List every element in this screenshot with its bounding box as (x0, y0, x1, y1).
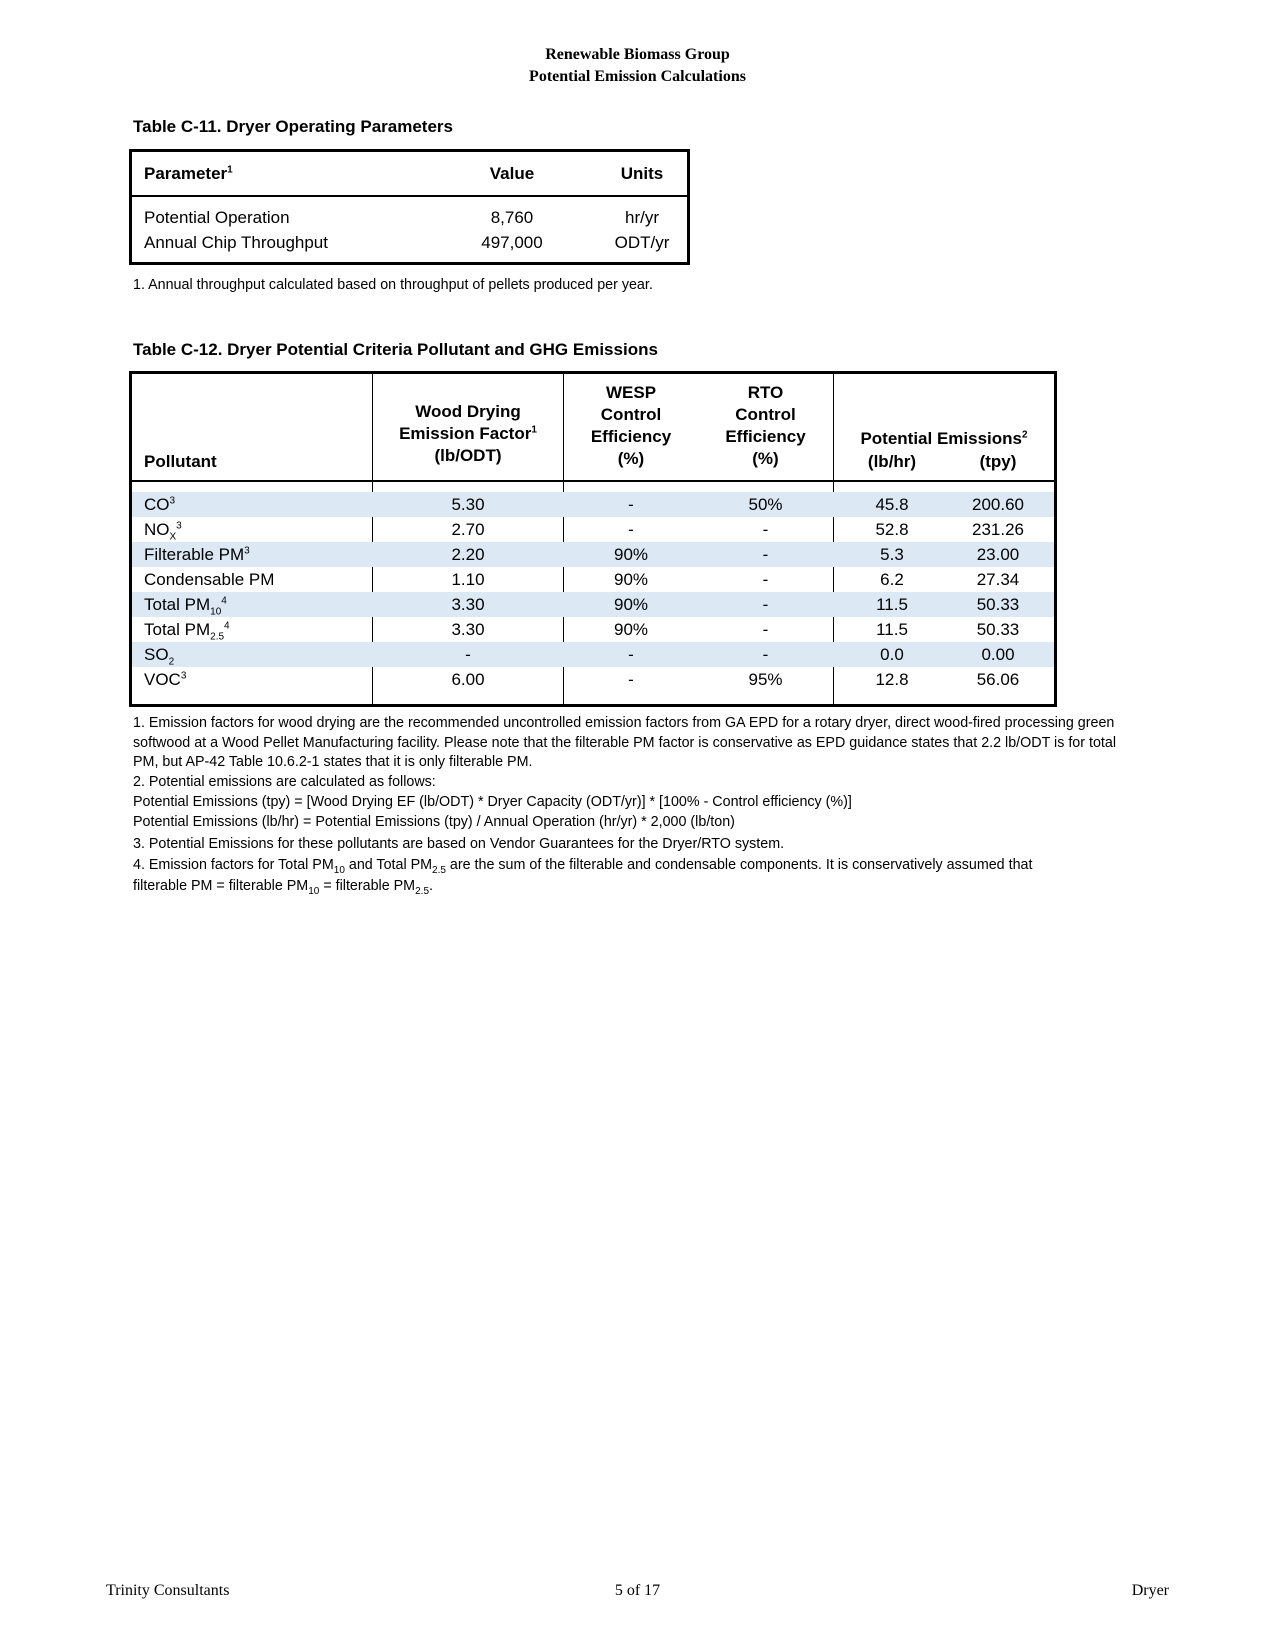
tpy-cell: 23.00 (976, 545, 1020, 564)
pollutant-cell: VOC$^3$ (144, 670, 187, 689)
wesp-efficiency-cell: - (628, 520, 634, 539)
tpy-cell: 200.60 (972, 495, 1024, 514)
lb-per-hr-cell: 11.5 (876, 595, 908, 614)
table-c12-note-2: 2. Potential emissions are calculated as follows: (133, 774, 436, 790)
rto-efficiency-cell: - (762, 570, 769, 589)
header-emission-factor: Wood Drying Emission Factor$^1$ (lb/ODT) (399, 402, 537, 465)
rto-efficiency-cell: - (762, 595, 769, 614)
header-tpy: (tpy) (979, 452, 1017, 471)
pollutant-cell: $NO_X^3$ (144, 520, 182, 543)
emission-factor-cell: 1.10 (451, 570, 485, 589)
table-c11 (129, 149, 690, 265)
emission-factor-cell: 3.30 (451, 595, 485, 614)
table-c11-note: 1. Annual throughput calculated based on throughput of pellets produced per year. (133, 277, 653, 293)
table-c11-caption: Table C-11. Dryer Operating Parameters (133, 117, 453, 136)
header-divider (132, 480, 1054, 482)
rto-efficiency-cell: 50% (748, 495, 783, 514)
footer-company: Trinity Consultants (106, 1582, 230, 1599)
parameter-cell: Potential Operation (144, 208, 290, 227)
table-c12-note-4-line-1: 4. Emission factors for Total $PM_{10}$ and Total $PM_{2.5}$ are the sum of the filterable and condensable components. It is conservatively assumed that (133, 857, 1033, 876)
rto-efficiency-cell: - (762, 620, 769, 639)
rto-efficiency-cell: - (762, 520, 769, 539)
emission-factor-cell: 6.00 (451, 670, 485, 689)
header-parameter: Parameter$^1$ (144, 164, 233, 183)
tpy-cell: 231.26 (972, 520, 1024, 539)
header-wesp-efficiency: WESP Control Efficiency (%) (590, 383, 672, 468)
lb-per-hr-cell: 12.8 (875, 670, 909, 689)
header-lb-per-hr: (lb/hr) (867, 452, 917, 471)
table-row (132, 642, 1054, 667)
tpy-cell: 27.34 (976, 570, 1020, 589)
header-value: Value (489, 164, 535, 183)
table-row (132, 492, 1054, 517)
units-cell: ODT/yr (614, 233, 670, 252)
pollutant-cell: Condensable PM (144, 570, 275, 589)
table-c12-caption: Table C-12. Dryer Potential Criteria Pollutant and GHG Emissions (133, 340, 658, 359)
wesp-efficiency-cell: - (628, 495, 634, 514)
wesp-efficiency-cell: 90% (613, 595, 649, 614)
emission-factor-cell: 3.30 (451, 620, 485, 639)
table-c12-note-1: 1. Emission factors for wood drying are the recommended uncontrolled emission factors from GA EPD for a rotary dryer, direct wood-fired processing green softwood at a Wood Pellet Manufacturing facility. Please note that the filterable PM factor is conservative as EPD guidance states that 2.2 lb/ODT is for total PM, but AP-42 Table 10.6.2-1 states that it is only filterable PM. (133, 715, 1117, 770)
wesp-efficiency-cell: 90% (613, 545, 649, 564)
table-c12-note-2-formula-lbhr: Potential Emissions (lb/hr) = Potential Emissions (tpy) / Annual Operation (hr/yr) * 2,000 (lb/ton) (133, 814, 735, 830)
wesp-efficiency-cell: - (628, 645, 634, 664)
rto-efficiency-cell: 95% (748, 670, 783, 689)
header-potential-emissions: Potential Emissions$^2$ (860, 429, 1028, 448)
pollutant-cell: Filterable $PM^3$ (144, 545, 250, 564)
table-c12 (129, 371, 1057, 707)
table-c12-note-3: 3. Potential Emissions for these pollutants are based on Vendor Guarantees for the Dryer/RTO system. (133, 836, 785, 852)
tpy-cell: 50.33 (976, 595, 1020, 614)
lb-per-hr-cell: 6.2 (880, 570, 904, 589)
rto-efficiency-cell: - (762, 645, 769, 664)
pollutant-cell: Total $PM_{10}^4$ (144, 595, 227, 618)
lb-per-hr-cell: 45.8 (875, 495, 909, 514)
header-pollutant: Pollutant (144, 452, 217, 471)
wesp-efficiency-cell: 90% (613, 570, 649, 589)
header-units: Units (620, 164, 664, 183)
emission-factor-cell: - (465, 645, 471, 664)
table-row (132, 567, 1054, 592)
table-row (132, 542, 1054, 567)
rto-efficiency-cell: - (762, 545, 769, 564)
wesp-efficiency-cell: 90% (613, 620, 649, 639)
emission-factor-cell: 2.70 (451, 520, 485, 539)
table-row (132, 592, 1054, 617)
emission-factor-cell: 2.20 (451, 545, 485, 564)
table-c12-note-2-formula-tpy: Potential Emissions (tpy) = [Wood Drying EF (lb/ODT) * Dryer Capacity (ODT/yr)] * [100% - Control efficiency (%)] (133, 794, 852, 810)
lb-per-hr-cell: 0.0 (880, 645, 904, 664)
emission-factor-cell: 5.30 (451, 495, 485, 514)
table-c11-header-row (132, 152, 687, 197)
wesp-efficiency-cell: - (628, 670, 634, 689)
value-cell: 497,000 (481, 233, 543, 252)
value-cell: 8,760 (490, 208, 534, 227)
tpy-cell: 50.33 (976, 620, 1020, 639)
pollutant-cell: Total $PM_{2.5}^4$ (144, 620, 230, 643)
lb-per-hr-cell: 11.5 (876, 620, 908, 639)
table-row (132, 517, 1054, 542)
parameter-cell: Annual Chip Throughput (144, 233, 328, 252)
footer-page-number: 5 of 17 (614, 1582, 661, 1599)
tpy-cell: 0.00 (981, 645, 1015, 664)
header-rto-efficiency: RTO Control Efficiency (%) (725, 383, 806, 468)
units-cell: hr/yr (625, 208, 659, 227)
table-c12-note-4-line-2: filterable PM = filterable $PM_{10}$ = filterable $PM_{2.5}$. (133, 878, 433, 897)
page-header-subtitle: Potential Emission Calculations (529, 68, 746, 85)
footer-section: Dryer (1131, 1582, 1169, 1599)
pollutant-cell: $CO^3$ (144, 495, 176, 514)
lb-per-hr-cell: 52.8 (875, 520, 909, 539)
table-row (132, 617, 1054, 642)
tpy-cell: 56.06 (976, 670, 1020, 689)
page-header-title: Renewable Biomass Group (545, 46, 730, 63)
pollutant-cell: $SO_2$ (144, 645, 175, 668)
table-row (132, 667, 1054, 692)
lb-per-hr-cell: 5.3 (880, 545, 904, 564)
